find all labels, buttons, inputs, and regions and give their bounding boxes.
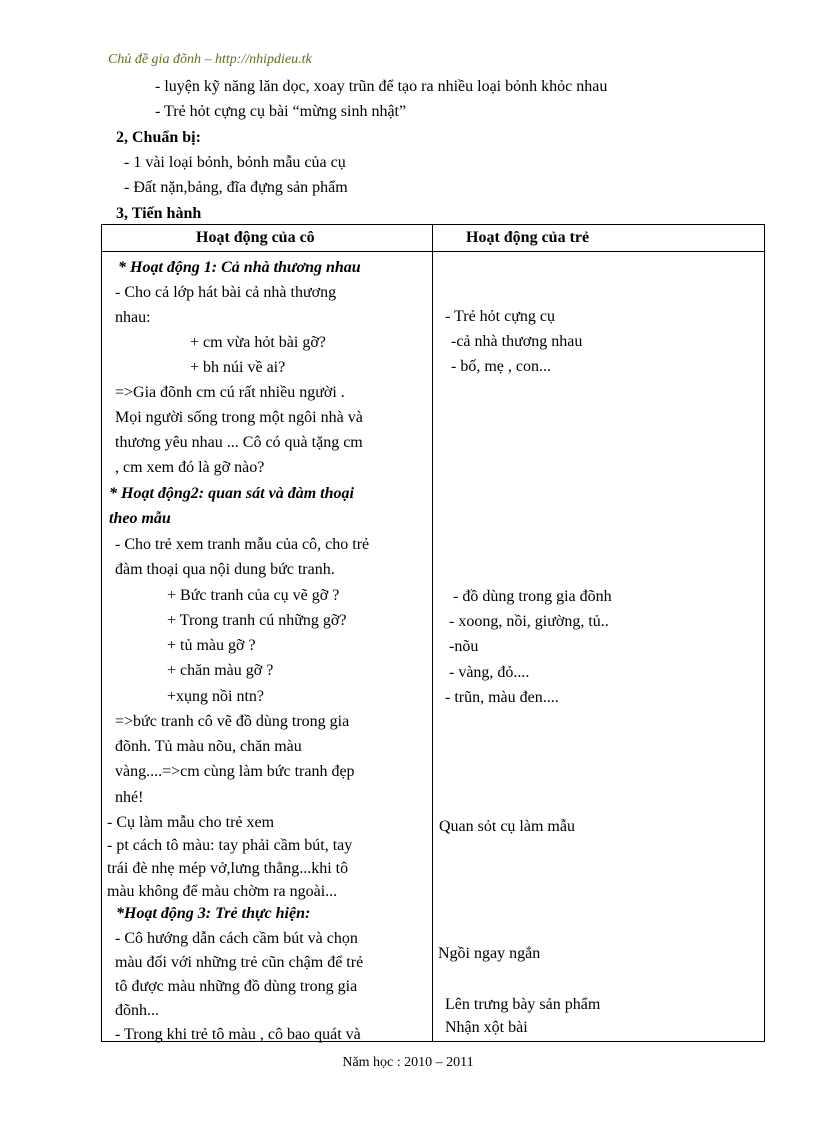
prep-item: - 1 vài loại bỏnh, bỏnh mẫu của cụ bbox=[124, 154, 346, 171]
activity-heading: theo mẫu bbox=[109, 510, 171, 527]
footer-school-year: Năm học : 2010 – 2011 bbox=[342, 1055, 474, 1070]
teacher-line: , cm xem đó là gỡ nào? bbox=[115, 459, 265, 476]
teacher-line: trái đè nhẹ mép vở,lưng thẳng...khi tô bbox=[107, 860, 349, 877]
teacher-question: + Trong tranh cú những gỡ? bbox=[167, 612, 347, 629]
activity-heading: *Hoạt động 3: Trẻ thực hiện: bbox=[116, 905, 311, 922]
teacher-line: - Cô hướng dẫn cách cầm bút và chọn bbox=[115, 930, 358, 947]
teacher-line: - Trong khi trẻ tô màu , cô bao quát và bbox=[115, 1026, 361, 1043]
teacher-line: =>Gia đõnh cm cú rất nhiều người . bbox=[115, 384, 345, 401]
child-line: - bố, mẹ , con... bbox=[451, 358, 551, 375]
child-line: Nhận xột bài bbox=[445, 1019, 528, 1036]
child-line: Ngồi ngay ngắn bbox=[438, 945, 541, 962]
teacher-question: + chăn màu gỡ ? bbox=[167, 662, 274, 679]
teacher-line: - pt cách tô màu: tay phải cầm bút, tay bbox=[107, 837, 353, 854]
teacher-question: + cm vừa hỏt bài gỡ? bbox=[190, 334, 326, 351]
table-row bbox=[102, 252, 765, 1042]
section-heading: 2, Chuẩn bị: bbox=[116, 129, 201, 146]
teacher-line: màu không để màu chờm ra ngoài... bbox=[107, 883, 338, 900]
teacher-question: + Bức tranh của cụ vẽ gỡ ? bbox=[167, 587, 340, 604]
teacher-line: nhau: bbox=[115, 309, 151, 326]
child-activities-cell bbox=[433, 252, 765, 1042]
teacher-question: + bh núi về ai? bbox=[190, 359, 286, 376]
child-line: Lên trưng bày sản phẩm bbox=[445, 996, 601, 1013]
child-line: -cả nhà thương nhau bbox=[451, 333, 583, 350]
teacher-line: vàng....=>cm cùng làm bức tranh đẹp bbox=[115, 763, 355, 780]
intro-line: - luyện kỹ năng lăn dọc, xoay trũn để tạo ra nhiều loại bỏnh khỏc nhau bbox=[155, 78, 608, 95]
teacher-line: =>bức tranh cô vẽ đồ dùng trong gia bbox=[115, 713, 350, 730]
teacher-line: đàm thoại qua nội dung bức tranh. bbox=[115, 561, 335, 578]
teacher-line: - Cho cả lớp hát bài cả nhà thương bbox=[115, 284, 337, 301]
table-header-row bbox=[102, 225, 765, 252]
teacher-line: đõnh... bbox=[115, 1002, 159, 1019]
child-line: Quan sỏt cụ làm mẫu bbox=[439, 818, 575, 835]
teacher-question: +xụng nồi ntn? bbox=[167, 688, 265, 705]
child-line: -nõu bbox=[449, 638, 479, 655]
teacher-activities-cell bbox=[102, 252, 433, 1042]
teacher-question: + tủ màu gỡ ? bbox=[167, 637, 256, 654]
teacher-line: Mọi người sống trong một ngôi nhà và bbox=[115, 409, 363, 426]
intro-line: - Trẻ hỏt cựng cụ bài “mừng sinh nhật” bbox=[155, 103, 407, 120]
prep-item: - Đất nặn,bảng, đĩa đựng sản phẩm bbox=[124, 179, 348, 196]
child-line: - vàng, đỏ.... bbox=[449, 664, 530, 681]
teacher-line: màu đối với những trẻ cũn chậm để trẻ bbox=[115, 954, 364, 971]
child-line: - trũn, màu đen.... bbox=[445, 689, 559, 706]
teacher-line: thương yêu nhau ... Cô có quà tặng cm bbox=[115, 434, 363, 451]
teacher-line: tô được màu những đồ dùng trong gia bbox=[115, 978, 358, 995]
teacher-line: - Cụ làm mẫu cho trẻ xem bbox=[107, 814, 275, 831]
child-line: - Trẻ hỏt cựng cụ bbox=[445, 308, 555, 325]
teacher-column-header: Hoạt động của cô bbox=[102, 225, 433, 252]
child-line: - xoong, nồi, giường, tủ.. bbox=[449, 613, 609, 630]
activity-heading: * Hoạt động 1: Cả nhà thương nhau bbox=[118, 259, 361, 276]
child-line: - đồ dùng trong gia đõnh bbox=[453, 588, 612, 605]
teacher-line: - Cho trẻ xem tranh mẫu của cô, cho trẻ bbox=[115, 536, 370, 553]
section-heading: 3, Tiến hành bbox=[116, 205, 202, 222]
teacher-line: nhé! bbox=[115, 789, 144, 806]
activity-heading: * Hoạt động2: quan sát và đàm thoại bbox=[109, 485, 354, 502]
teacher-line: đõnh. Tủ màu nõu, chăn màu bbox=[115, 738, 302, 755]
header-note: Chủ đề gia đõnh – http://nhipdieu.tk bbox=[108, 52, 312, 67]
child-column-header: Hoạt động của trẻ bbox=[433, 225, 765, 252]
activity-table bbox=[101, 224, 765, 1042]
